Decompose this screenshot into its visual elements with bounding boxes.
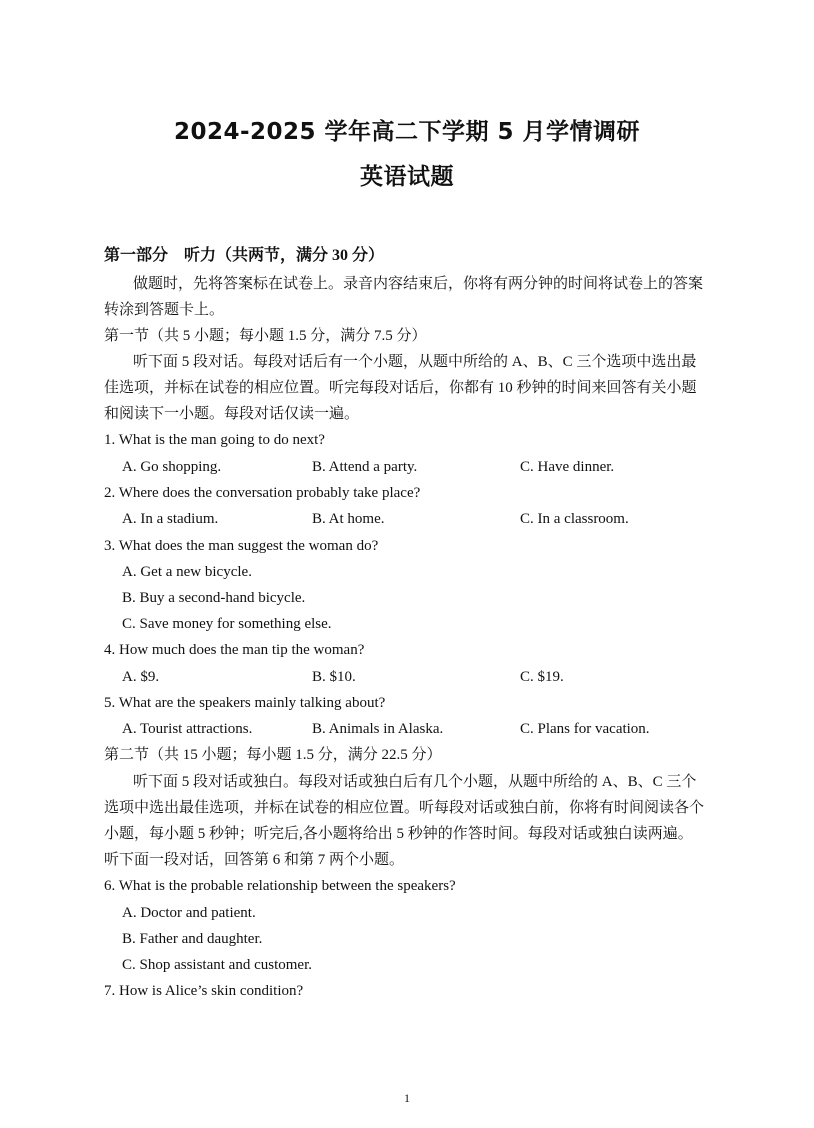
question-2-option-b: B. At home. <box>312 511 385 527</box>
section1-heading: 第一节（共 5 小题；每小题 1.5 分，满分 7.5 分） <box>104 328 427 344</box>
question-2-option-a: A. In a stadium. <box>122 511 219 527</box>
question-6-option-b: B. Father and daughter. <box>122 931 263 947</box>
question-6-option-a: A. Doctor and patient. <box>122 905 256 921</box>
question-2: 2. Where does the conversation probably take place? <box>104 485 421 501</box>
question-6: 6. What is the probable relationship between the speakers? <box>104 878 456 894</box>
question-4-option-b: B. $10. <box>312 669 356 685</box>
section2-instr-line1: 听下面 5 段对话或独白。每段对话或独白后有几个小题，从题中所给的 A、B、C 三个 <box>133 774 697 790</box>
question-3-option-b: B. Buy a second-hand bicycle. <box>122 590 306 606</box>
question-1-option-b: B. Attend a party. <box>312 459 418 475</box>
section2-instr-line3: 小题，每小题 5 秒钟；听完后,各小题将给出 5 秒钟的作答时间。每段对话或独白读两遍。 <box>104 826 693 842</box>
question-5-option-a: A. Tourist attractions. <box>122 721 253 737</box>
part1-heading: 第一部分 听力（共两节，满分 30 分） <box>104 247 385 264</box>
question-4-option-c: C. $19. <box>520 669 564 685</box>
question-1-option-a: A. Go shopping. <box>122 459 222 475</box>
part1-intro-line2: 转涂到答题卡上。 <box>104 302 225 318</box>
section1-instr-line1: 听下面 5 段对话。每段对话后有一个小题，从题中所给的 A、B、C 三个选项中选出最 <box>133 354 697 370</box>
question-1-option-c: C. Have dinner. <box>520 459 615 475</box>
question-3: 3. What does the man suggest the woman do? <box>104 538 379 554</box>
section2-instr-line2: 选项中选出最佳选项，并标在试卷的相应位置。听每段对话或独白前，你将有时间阅读各个 <box>104 800 705 816</box>
section1-instr-line3: 和阅读下一小题。每段对话仅读一遍。 <box>104 406 360 422</box>
exam-subtitle: 英语试题 <box>360 164 454 190</box>
question-5-option-b: B. Animals in Alaska. <box>312 721 444 737</box>
question-2-option-c: C. In a classroom. <box>520 511 629 527</box>
question-5-option-c: C. Plans for vacation. <box>520 721 650 737</box>
page-number: 1 <box>404 1091 410 1105</box>
question-3-option-a: A. Get a new bicycle. <box>122 564 252 580</box>
part1-intro-line1: 做题时，先将答案标在试卷上。录音内容结束后，你将有两分钟的时间将试卷上的答案 <box>133 276 704 292</box>
question-4: 4. How much does the man tip the woman? <box>104 642 365 658</box>
question-5: 5. What are the speakers mainly talking about? <box>104 695 386 711</box>
exam-title: 2024-2025 学年高二下学期 5 月学情调研 <box>173 119 641 145</box>
section2-instr-line4: 听下面一段对话，回答第 6 和第 7 两个小题。 <box>104 852 405 868</box>
section2-heading: 第二节（共 15 小题；每小题 1.5 分，满分 22.5 分） <box>104 747 442 763</box>
question-6-option-c: C. Shop assistant and customer. <box>122 957 312 973</box>
question-4-option-a: A. $9. <box>122 669 160 685</box>
question-7: 7. How is Alice’s skin condition? <box>104 983 304 999</box>
section1-instr-line2: 佳选项，并标在试卷的相应位置。听完每段对话后，你都有 10 秒钟的时间来回答有关小题 <box>104 380 697 396</box>
question-1: 1. What is the man going to do next? <box>104 432 325 448</box>
question-3-option-c: C. Save money for something else. <box>122 616 332 632</box>
